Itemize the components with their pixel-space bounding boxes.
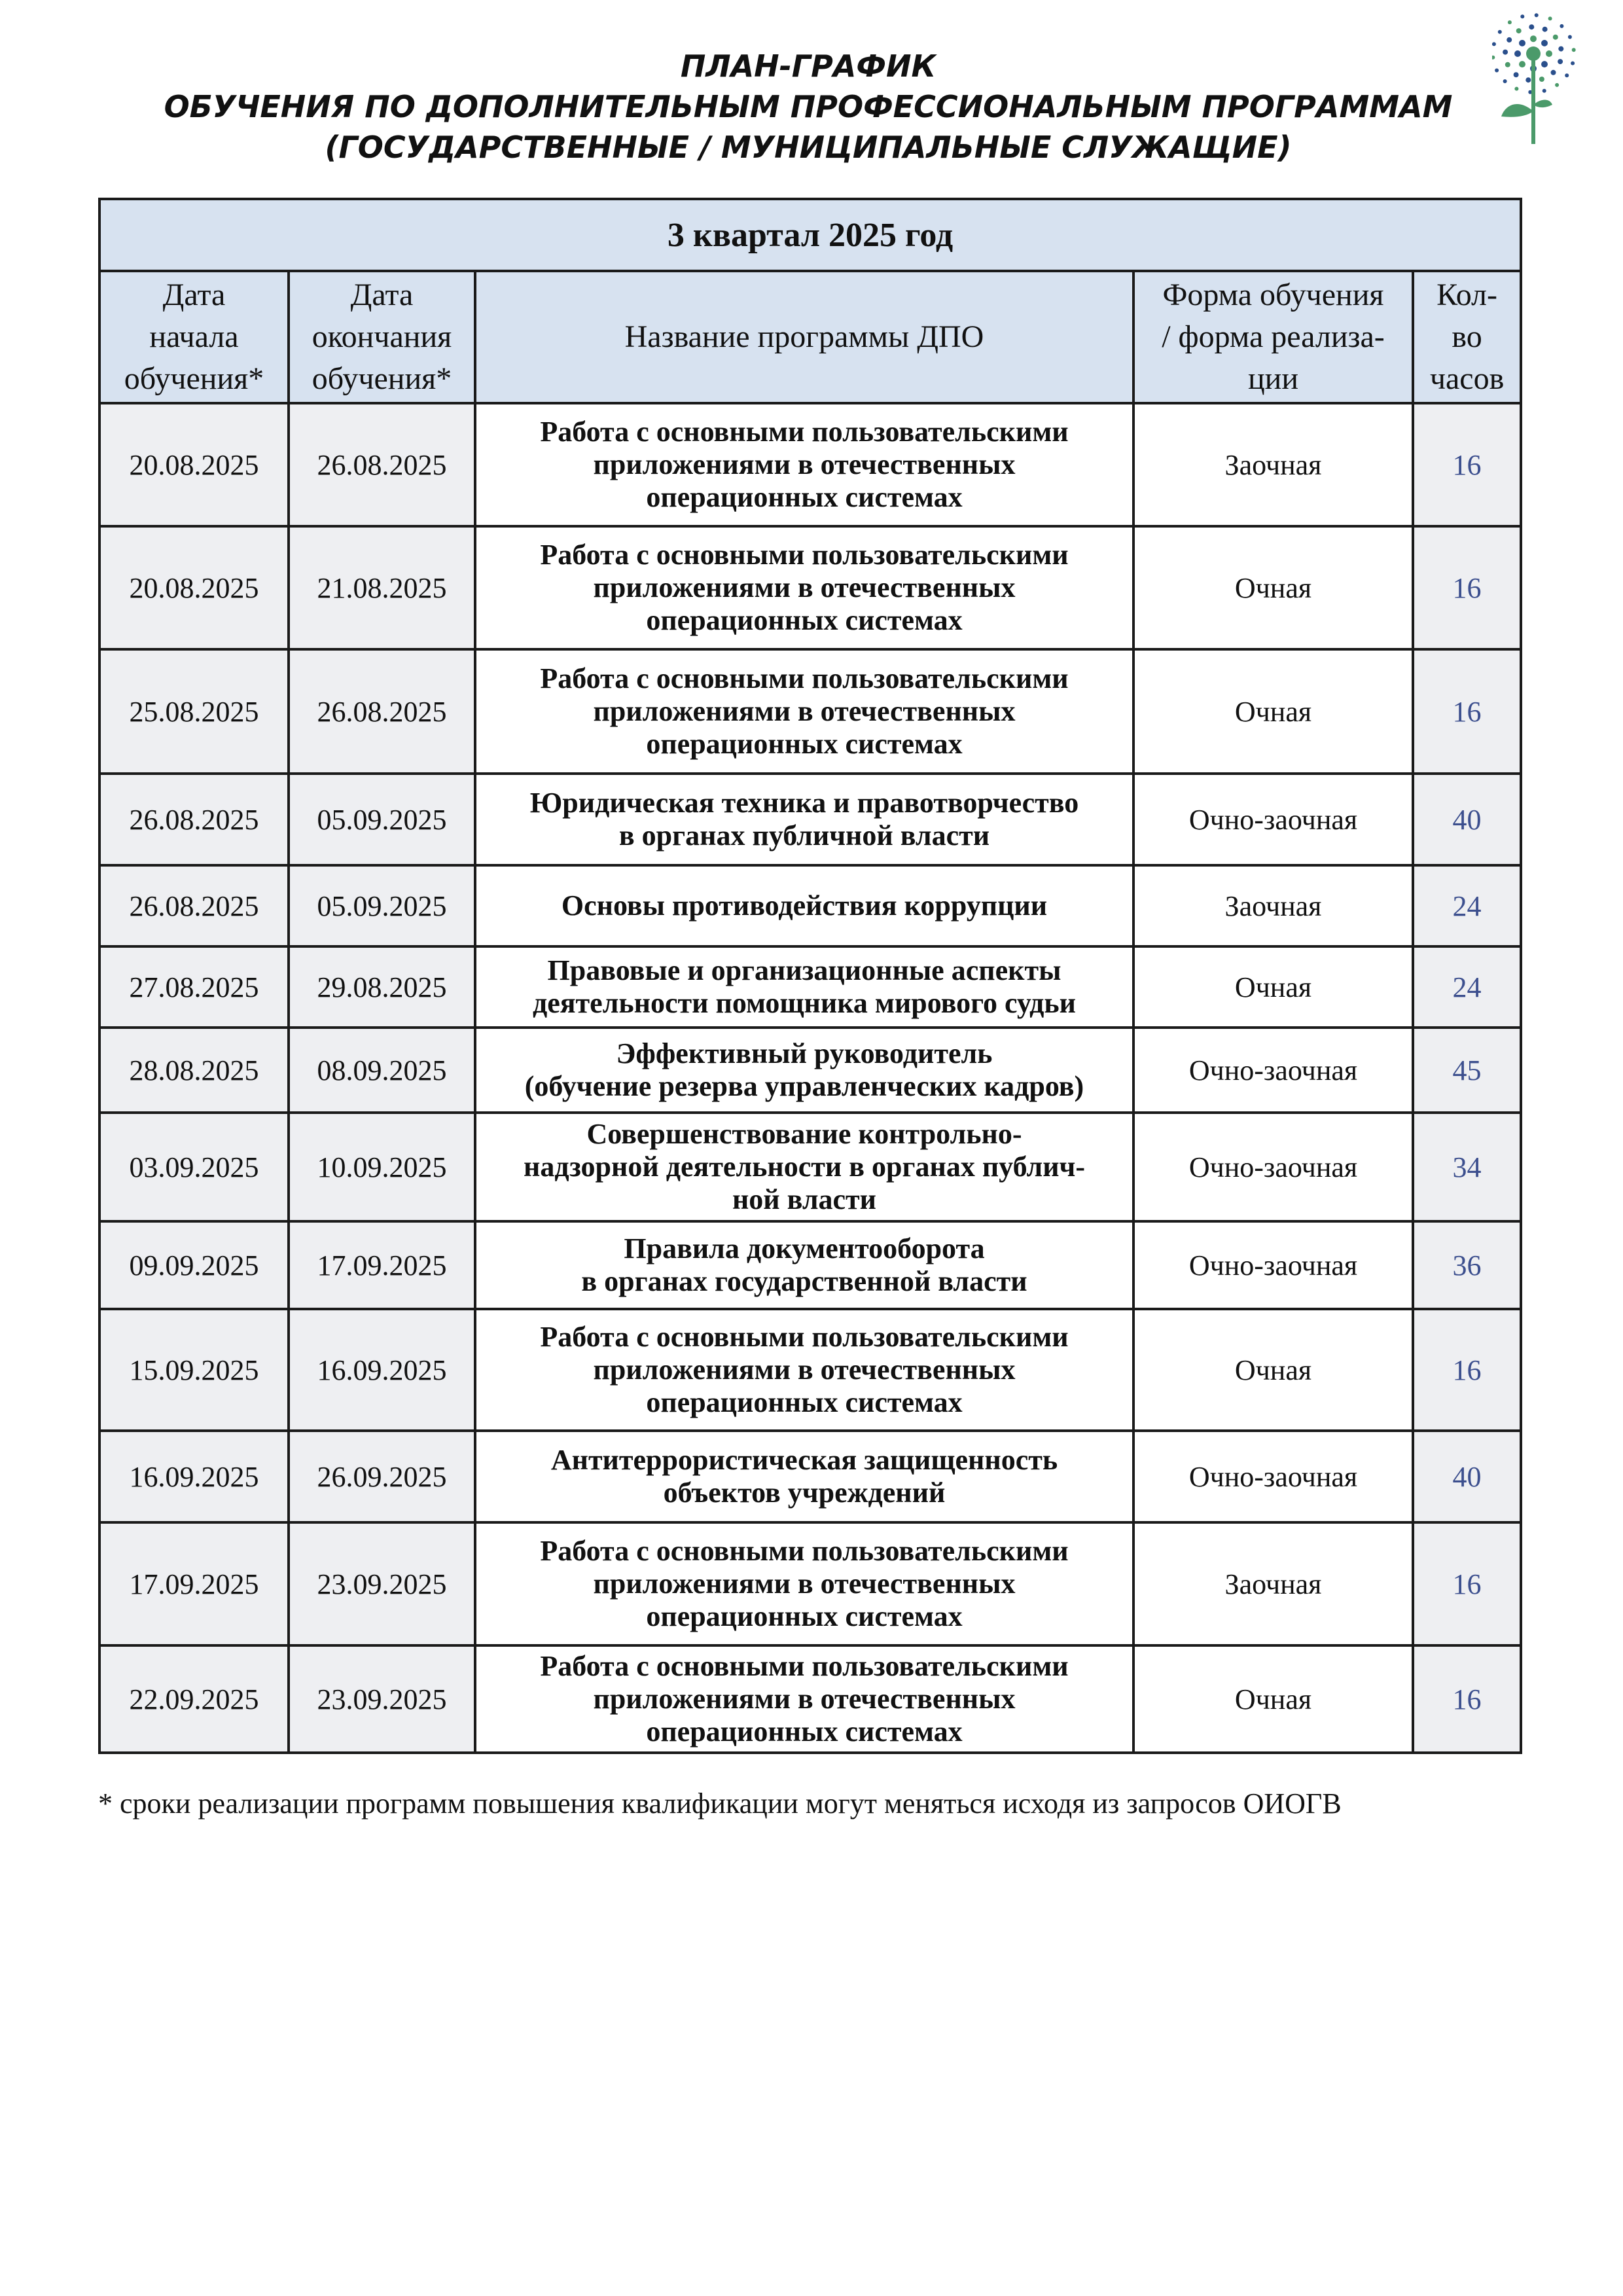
form-cell: Очная — [1133, 1645, 1413, 1753]
program-name-line: ной власти — [732, 1183, 877, 1215]
program-name-line: объектов учреждений — [663, 1477, 946, 1509]
header-end-date: Дата окончания обучения* — [289, 271, 475, 403]
hours-cell: 16 — [1413, 526, 1521, 649]
program-name-cell — [475, 1309, 1133, 1431]
header-program-name: Название программы ДПО — [475, 271, 1133, 403]
start-date-cell: 27.08.2025 — [99, 946, 289, 1028]
form-cell: Очно-заочная — [1133, 1221, 1413, 1309]
program-name-line: операционных системах — [646, 1715, 963, 1748]
end-date-cell: 16.09.2025 — [289, 1309, 475, 1431]
program-name-line: Эффективный руководитель — [616, 1037, 993, 1069]
hours-cell: 40 — [1413, 774, 1521, 865]
end-date-cell: 26.08.2025 — [289, 649, 475, 774]
program-name-cell — [475, 649, 1133, 774]
program-name-cell — [475, 1522, 1133, 1645]
program-name-line: операционных системах — [646, 1386, 963, 1418]
program-name-line: Юридическая техника и правотворчество — [529, 787, 1079, 819]
form-cell: Очная — [1133, 649, 1413, 774]
hours-cell: 34 — [1413, 1113, 1521, 1221]
program-name-line: Работа с основными пользовательскими — [540, 1321, 1069, 1353]
program-name-line: Работа с основными пользовательскими — [540, 1650, 1069, 1682]
table-row — [99, 1431, 1521, 1522]
end-date-cell: 23.09.2025 — [289, 1645, 475, 1753]
table-body — [99, 403, 1521, 1753]
program-name-cell — [475, 403, 1133, 526]
program-name-line: приложениями в отечественных — [593, 448, 1016, 480]
hours-cell: 24 — [1413, 946, 1521, 1028]
end-date-cell: 26.08.2025 — [289, 403, 475, 526]
form-cell: Очно-заочная — [1133, 774, 1413, 865]
table-row — [99, 1221, 1521, 1309]
program-name-line: приложениями в отечественных — [593, 571, 1016, 603]
table-row — [99, 865, 1521, 946]
program-name-cell — [475, 1113, 1133, 1221]
program-name-line: операционных системах — [646, 481, 963, 513]
start-date-cell: 20.08.2025 — [99, 403, 289, 526]
end-date-cell: 05.09.2025 — [289, 774, 475, 865]
hours-cell: 16 — [1413, 1309, 1521, 1431]
start-date-cell: 09.09.2025 — [99, 1221, 289, 1309]
form-cell: Очная — [1133, 526, 1413, 649]
table-row — [99, 1645, 1521, 1753]
hours-cell: 16 — [1413, 1645, 1521, 1753]
program-name-line: Правила документооборота — [624, 1232, 985, 1265]
table-row — [99, 1522, 1521, 1645]
start-date-cell: 25.08.2025 — [99, 649, 289, 774]
program-name-cell — [475, 946, 1133, 1028]
start-date-cell: 26.08.2025 — [99, 774, 289, 865]
program-name-line: Работа с основными пользовательскими — [540, 416, 1069, 448]
header-start-date: Дата начала обучения* — [99, 271, 289, 403]
hours-cell: 16 — [1413, 649, 1521, 774]
end-date-cell: 17.09.2025 — [289, 1221, 475, 1309]
form-cell: Очно-заочная — [1133, 1028, 1413, 1113]
program-name-cell — [475, 1645, 1133, 1753]
program-name-line: в органах публичной власти — [618, 819, 990, 852]
form-cell: Очно-заочная — [1133, 1431, 1413, 1522]
program-name-line: операционных системах — [646, 728, 963, 760]
table-row — [99, 1113, 1521, 1221]
hours-cell: 40 — [1413, 1431, 1521, 1522]
program-name-cell — [475, 526, 1133, 649]
start-date-cell: 17.09.2025 — [99, 1522, 289, 1645]
end-date-cell: 10.09.2025 — [289, 1113, 475, 1221]
program-name-line: приложениями в отечественных — [593, 695, 1016, 727]
table-row — [99, 649, 1521, 774]
end-date-cell: 23.09.2025 — [289, 1522, 475, 1645]
hours-cell: 16 — [1413, 403, 1521, 526]
end-date-cell: 08.09.2025 — [289, 1028, 475, 1113]
form-cell: Заочная — [1133, 1522, 1413, 1645]
table-row — [99, 1028, 1521, 1113]
program-name-line: (обучение резерва управленческих кадров) — [524, 1070, 1084, 1102]
title-line-1: ПЛАН-ГРАФИК — [680, 48, 936, 84]
start-date-cell: 15.09.2025 — [99, 1309, 289, 1431]
table-row — [99, 1309, 1521, 1431]
title-line-3: (ГОСУДАРСТВЕННЫЕ / МУНИЦИПАЛЬНЫЕ СЛУЖАЩИЕ) — [325, 130, 1292, 165]
program-name-cell — [475, 1028, 1133, 1113]
table-row — [99, 403, 1521, 526]
program-name-line: Антитеррористическая защищенность — [550, 1444, 1058, 1476]
program-name-line: операционных системах — [646, 604, 963, 636]
start-date-cell: 20.08.2025 — [99, 526, 289, 649]
start-date-cell: 03.09.2025 — [99, 1113, 289, 1221]
column-headers — [99, 271, 1521, 403]
dandelion-logo-icon — [1492, 7, 1590, 147]
title-line-2: ОБУЧЕНИЯ ПО ДОПОЛНИТЕЛЬНЫМ ПРОФЕССИОНАЛЬНЫМ ПРОГРАММАМ — [164, 89, 1453, 124]
program-name-line: операционных системах — [646, 1600, 963, 1632]
end-date-cell: 29.08.2025 — [289, 946, 475, 1028]
hours-cell: 45 — [1413, 1028, 1521, 1113]
table-row — [99, 774, 1521, 865]
hours-cell: 16 — [1413, 1522, 1521, 1645]
header-hours: Кол- во часов — [1413, 271, 1521, 403]
program-name-line: деятельности помощника мирового судьи — [532, 987, 1077, 1019]
start-date-cell: 16.09.2025 — [99, 1431, 289, 1522]
program-name-cell — [475, 1221, 1133, 1309]
start-date-cell: 22.09.2025 — [99, 1645, 289, 1753]
schedule-table — [98, 198, 1522, 1754]
program-name-line: Совершенствование контрольно- — [586, 1118, 1022, 1150]
end-date-cell: 05.09.2025 — [289, 865, 475, 946]
program-name-cell — [475, 865, 1133, 946]
footnote: * сроки реализации программ повышения квалификации могут меняться исходя из запросов ОИОГВ — [98, 1787, 1342, 1820]
program-name-line: Работа с основными пользовательскими — [540, 539, 1069, 571]
page-title — [98, 46, 1518, 168]
program-name-line: в органах государственной власти — [581, 1265, 1027, 1297]
quarter-header: 3 квартал 2025 год — [99, 199, 1521, 271]
end-date-cell: 21.08.2025 — [289, 526, 475, 649]
program-name-line: приложениями в отечественных — [593, 1568, 1016, 1600]
hours-cell: 36 — [1413, 1221, 1521, 1309]
form-cell: Очная — [1133, 946, 1413, 1028]
table-row — [99, 526, 1521, 649]
program-name-cell — [475, 1431, 1133, 1522]
header-form: Форма обучения / форма реализа- ции — [1133, 271, 1413, 403]
form-cell: Очно-заочная — [1133, 1113, 1413, 1221]
program-name-line: приложениями в отечественных — [593, 1354, 1016, 1386]
program-name-line: Основы противодействия коррупции — [561, 889, 1048, 922]
start-date-cell: 28.08.2025 — [99, 1028, 289, 1113]
program-name-line: Правовые и организационные аспекты — [547, 954, 1061, 986]
start-date-cell: 26.08.2025 — [99, 865, 289, 946]
program-name-line: Работа с основными пользовательскими — [540, 1535, 1069, 1567]
end-date-cell: 26.09.2025 — [289, 1431, 475, 1522]
program-name-line: приложениями в отечественных — [593, 1683, 1016, 1715]
program-name-line: надзорной деятельности в органах публич- — [523, 1151, 1086, 1183]
form-cell: Заочная — [1133, 865, 1413, 946]
program-name-line: Работа с основными пользовательскими — [540, 662, 1069, 694]
form-cell: Заочная — [1133, 403, 1413, 526]
table-row — [99, 946, 1521, 1028]
form-cell: Очная — [1133, 1309, 1413, 1431]
program-name-cell — [475, 774, 1133, 865]
hours-cell: 24 — [1413, 865, 1521, 946]
